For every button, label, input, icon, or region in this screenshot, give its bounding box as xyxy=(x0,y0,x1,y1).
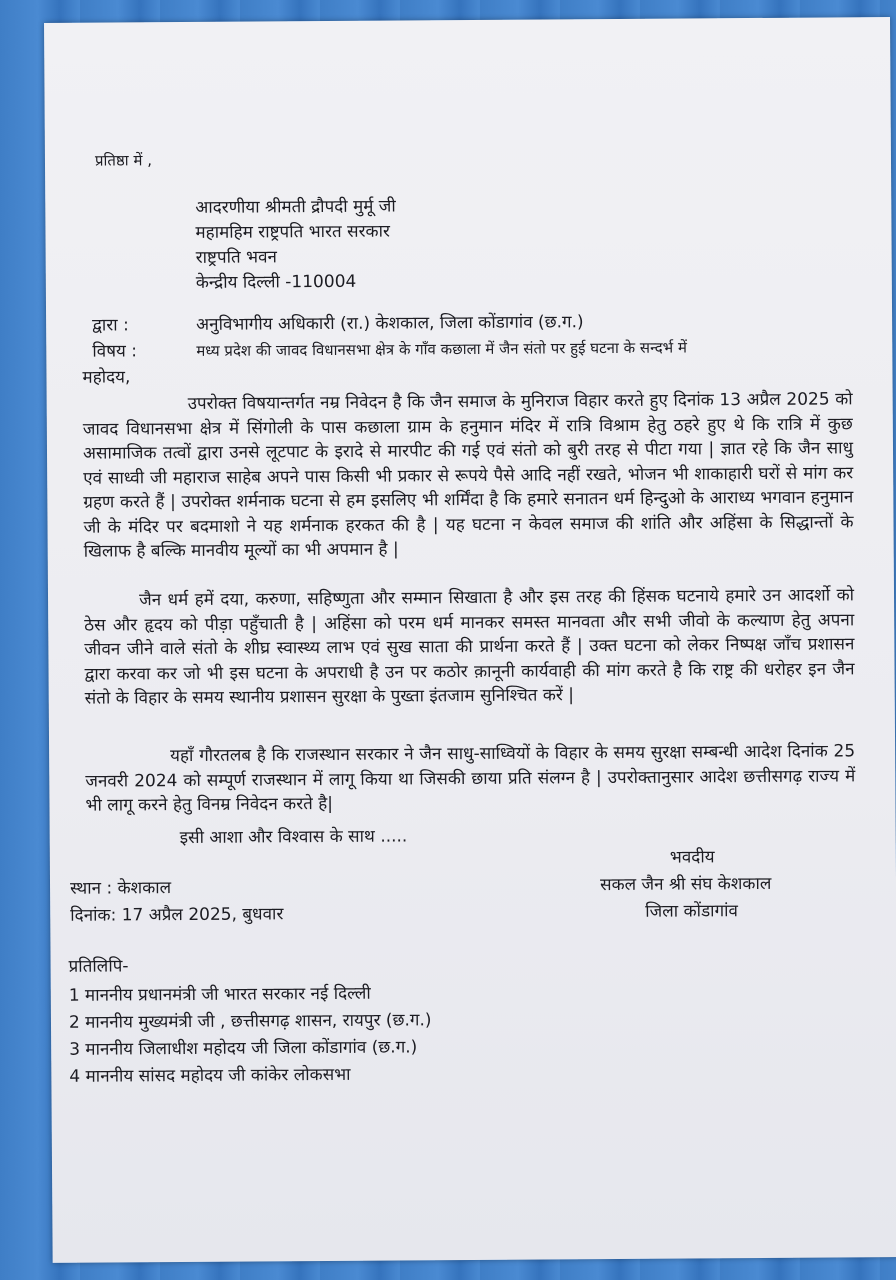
paragraph-2: जैन धर्म हमें दया, करुणा, सहिष्णुता और सम्मान सिखाता है और इस तरह की हिंसक घटनाये हमारे उन आदर्शो को ठेस और हृदय को पीड़ा पहुँचाती है | अहिंसा को परम धर्म मानकर समस्त मानवता और सभी जीवो के कल्याण हेतु अपना जीवन जीने वाले संतो के शीघ्र स्वास्थ्य लाभ एवं सुख साता की प्रार्थना करते हैं | उक्त घटना को लेकर निष्पक्ष जाँच प्रशासन द्वारा करवा कर जो भी इस घटना के अपराधी है उन पर कठोर क़ानूनी कार्यवाही की मांग करते है कि राष्ट्र की धरोहर इन जैन संतो के विहार के समय स्थानीय प्रशासन सुरक्षा के पुख्ता इंतजाम सुनिश्चित करें | xyxy=(84,585,855,709)
copy-heading: प्रतिलिपि- xyxy=(68,956,129,977)
copy-item: 1 माननीय प्रधानमंत्री जी भारत सरकार नई दिल्ली xyxy=(68,983,371,1006)
signatory-org: सकल जैन श्री संघ केशकाल xyxy=(599,873,772,896)
subject-label: विषय : xyxy=(92,341,138,362)
via-label: द्वारा : xyxy=(92,315,129,336)
letter-page xyxy=(44,17,896,1263)
copy-item: 4 माननीय सांसद महोदय जी कांकेर लोकसभा xyxy=(69,1064,351,1087)
recipient-city: केन्द्रीय दिल्ली -110004 xyxy=(195,271,357,293)
copy-item: 3 माननीय जिलाधीश महोदय जी जिला कोंडागांव (छ.ग.) xyxy=(69,1037,418,1060)
signoff: भवदीय xyxy=(669,847,715,868)
date: दिनांक: 17 अप्रैल 2025, बुधवार xyxy=(70,904,284,926)
salutation-to: प्रतिष्ठा में , xyxy=(94,151,153,170)
copy-item: 2 माननीय मुख्यमंत्री जी , छत्तीसगढ़ शासन, रायपुर (छ.ग.) xyxy=(68,1010,432,1033)
closing-line: इसी आशा और विश्वास के साथ ..... xyxy=(179,826,408,849)
subject-value: मध्य प्रदेश की जावद विधानसभा क्षेत्र के गाँव कछाला में जैन संतो पर हुई घटना के सन्दर्भ में xyxy=(196,338,687,360)
signatory-district: जिला कोंडागांव xyxy=(645,901,739,922)
recipient-name: आदरणीया श्रीमती द्रौपदी मुर्मू जी xyxy=(195,196,396,218)
greeting: महोदय, xyxy=(82,367,131,388)
paragraph-1: उपरोक्त विषयान्तर्गत नम्र निवेदन है कि जैन समाज के मुनिराज विहार करते हुए दिनांक 13 अप्रैल 2025 को जावद विधानसभा क्षेत्र में सिंगोली के पास कछाला ग्राम के हनुमान मंदिर में रात्रि विश्राम हेतु ठहरे हुए थे कि रात्रि में कुछ असामाजिक तत्वों द्वारा उनसे लूटपाट के इरादे से मारपीट की गई एवं संतो को बुरी तरह से पीटा गया | ज्ञात रहे कि जैन साधु एवं साध्वी जी महाराज साहेब अपने पास किसी भी प्रकार से रूपये पैसे आदि नहीं रखते, भोजन भी शाकाहारी घरों से मांग कर ग्रहण करते हैं | उपरोक्त शर्मनाक घटना से हम इसलिए भी शर्मिंदा है कि हमारे सनातन धर्म हिन्दुओ के आराध्य भगवान हनुमान जी के मंदिर पर बदमाशो ने यह शर्मनाक हरकत की है | यह घटना न केवल समाज की शांति और अहिंसा के सिद्धान्तों के खिलाफ है बल्कि मानवीय मूल्यों का भी अपमान है | xyxy=(82,389,854,562)
paragraph-3: यहाँ गौरतलब है कि राजस्थान सरकार ने जैन साधु-साध्वियों के विहार के समय सुरक्षा सम्बन्धी आदेश दिनांक 25 जनवरी 2024 को सम्पूर्ण राजस्थान में लागू किया था जिसकी छाया प्रति संलग्न है | उपरोक्तानुसार आदेश छत्तीसगढ़ राज्य में भी लागू करने हेतु विनम्र निवेदन करते है| xyxy=(85,741,856,816)
recipient-office: राष्ट्रपति भवन xyxy=(195,247,278,268)
via-value: अनुविभागीय अधिकारी (रा.) केशकाल, जिला कोंडागांव (छ.ग.) xyxy=(196,312,584,335)
place: स्थान : केशकाल xyxy=(69,878,172,899)
recipient-title: महामहिम राष्ट्रपति भारत सरकार xyxy=(195,221,391,243)
